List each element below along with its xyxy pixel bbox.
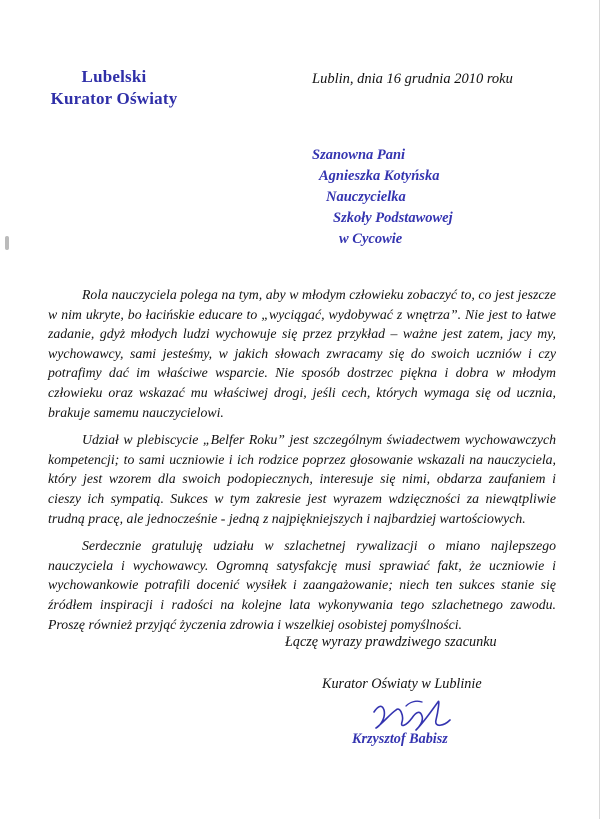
recipient-line: w Cycowie (339, 231, 403, 247)
recipient-block (312, 145, 453, 250)
letterhead-line-1: Lubelski (81, 67, 147, 86)
body-paragraph: Serdecznie gratuluję udziału w szlachetnej rywalizacji o miano najlepszego nauczyciela i wychowawcy. Ogromną satysfakcję musi sprawiać fakt, że uczniowie i wychowankowie potrafili docenić wysiłek i zaangażowanie; niech ten sukces stanie się źródłem inspiracji i radości na kolejne lata wykonywania tego szlachetnego zawodu. Proszę również przyjąć życzenia zdrowia i wszelkiej osobistej pomyślności. (48, 538, 556, 632)
letter-body (48, 285, 556, 642)
closing-line: Łączę wyrazy prawdziwego szacunku (285, 634, 497, 650)
signatory-title: Kurator Oświaty w Lublinie (322, 676, 482, 692)
letterhead (34, 66, 194, 110)
body-paragraph: Udział w plebiscycie „Belfer Roku” jest szczególnym świadectwem wychowawczych kompetencji; to sami uczniowie i ich rodzice poprzez głosowanie wskazali na nauczyciela, który jest wzorem dla swoich podopiecznych, interesuje się nimi, obdarza zaufaniem i cieszy ich sympatią. Sukces w tym zakresie jest wyrazem wdzięczności za niewątpliwie trudną pracę, ale jednocześnie - jedną z najpiękniejszych i najbardziej wartościowych. (48, 432, 556, 526)
recipient-line: Szanowna Pani (312, 147, 406, 163)
recipient-line: Szkoły Podstawowej (333, 210, 453, 226)
recipient-line: Nauczycielka (326, 189, 406, 205)
scan-mark (5, 236, 9, 250)
recipient-line: Agnieszka Kotyńska (319, 168, 440, 184)
body-paragraph: Rola nauczyciela polega na tym, aby w młodym człowieku zobaczyć to, co jest jeszcze w nim ukryte, bo łacińskie educare to „wyciągać, wydobywać z wnętrza”. Nie jest to łatwe zadanie, gdyż młodych ludzi wychowuje się przez przykład – ważne jest zatem, jacy my, wychowawcy, sami jesteśmy, w jakich słowach zwracamy się do swoich uczniów i czy potrafimy dać im właściwe wsparcie. Nie sposób dostrzec piękna i dobra w młodym człowieku oraz wskazać mu właściwej drogi, jeśli cech, których wymaga się od ucznia, brakuje samemu nauczycielowi. (48, 287, 556, 420)
signatory-name: Krzysztof Babisz (352, 731, 448, 747)
letter-date: Lublin, dnia 16 grudnia 2010 roku (312, 71, 513, 87)
letterhead-line-2: Kurator Oświaty (50, 89, 178, 108)
